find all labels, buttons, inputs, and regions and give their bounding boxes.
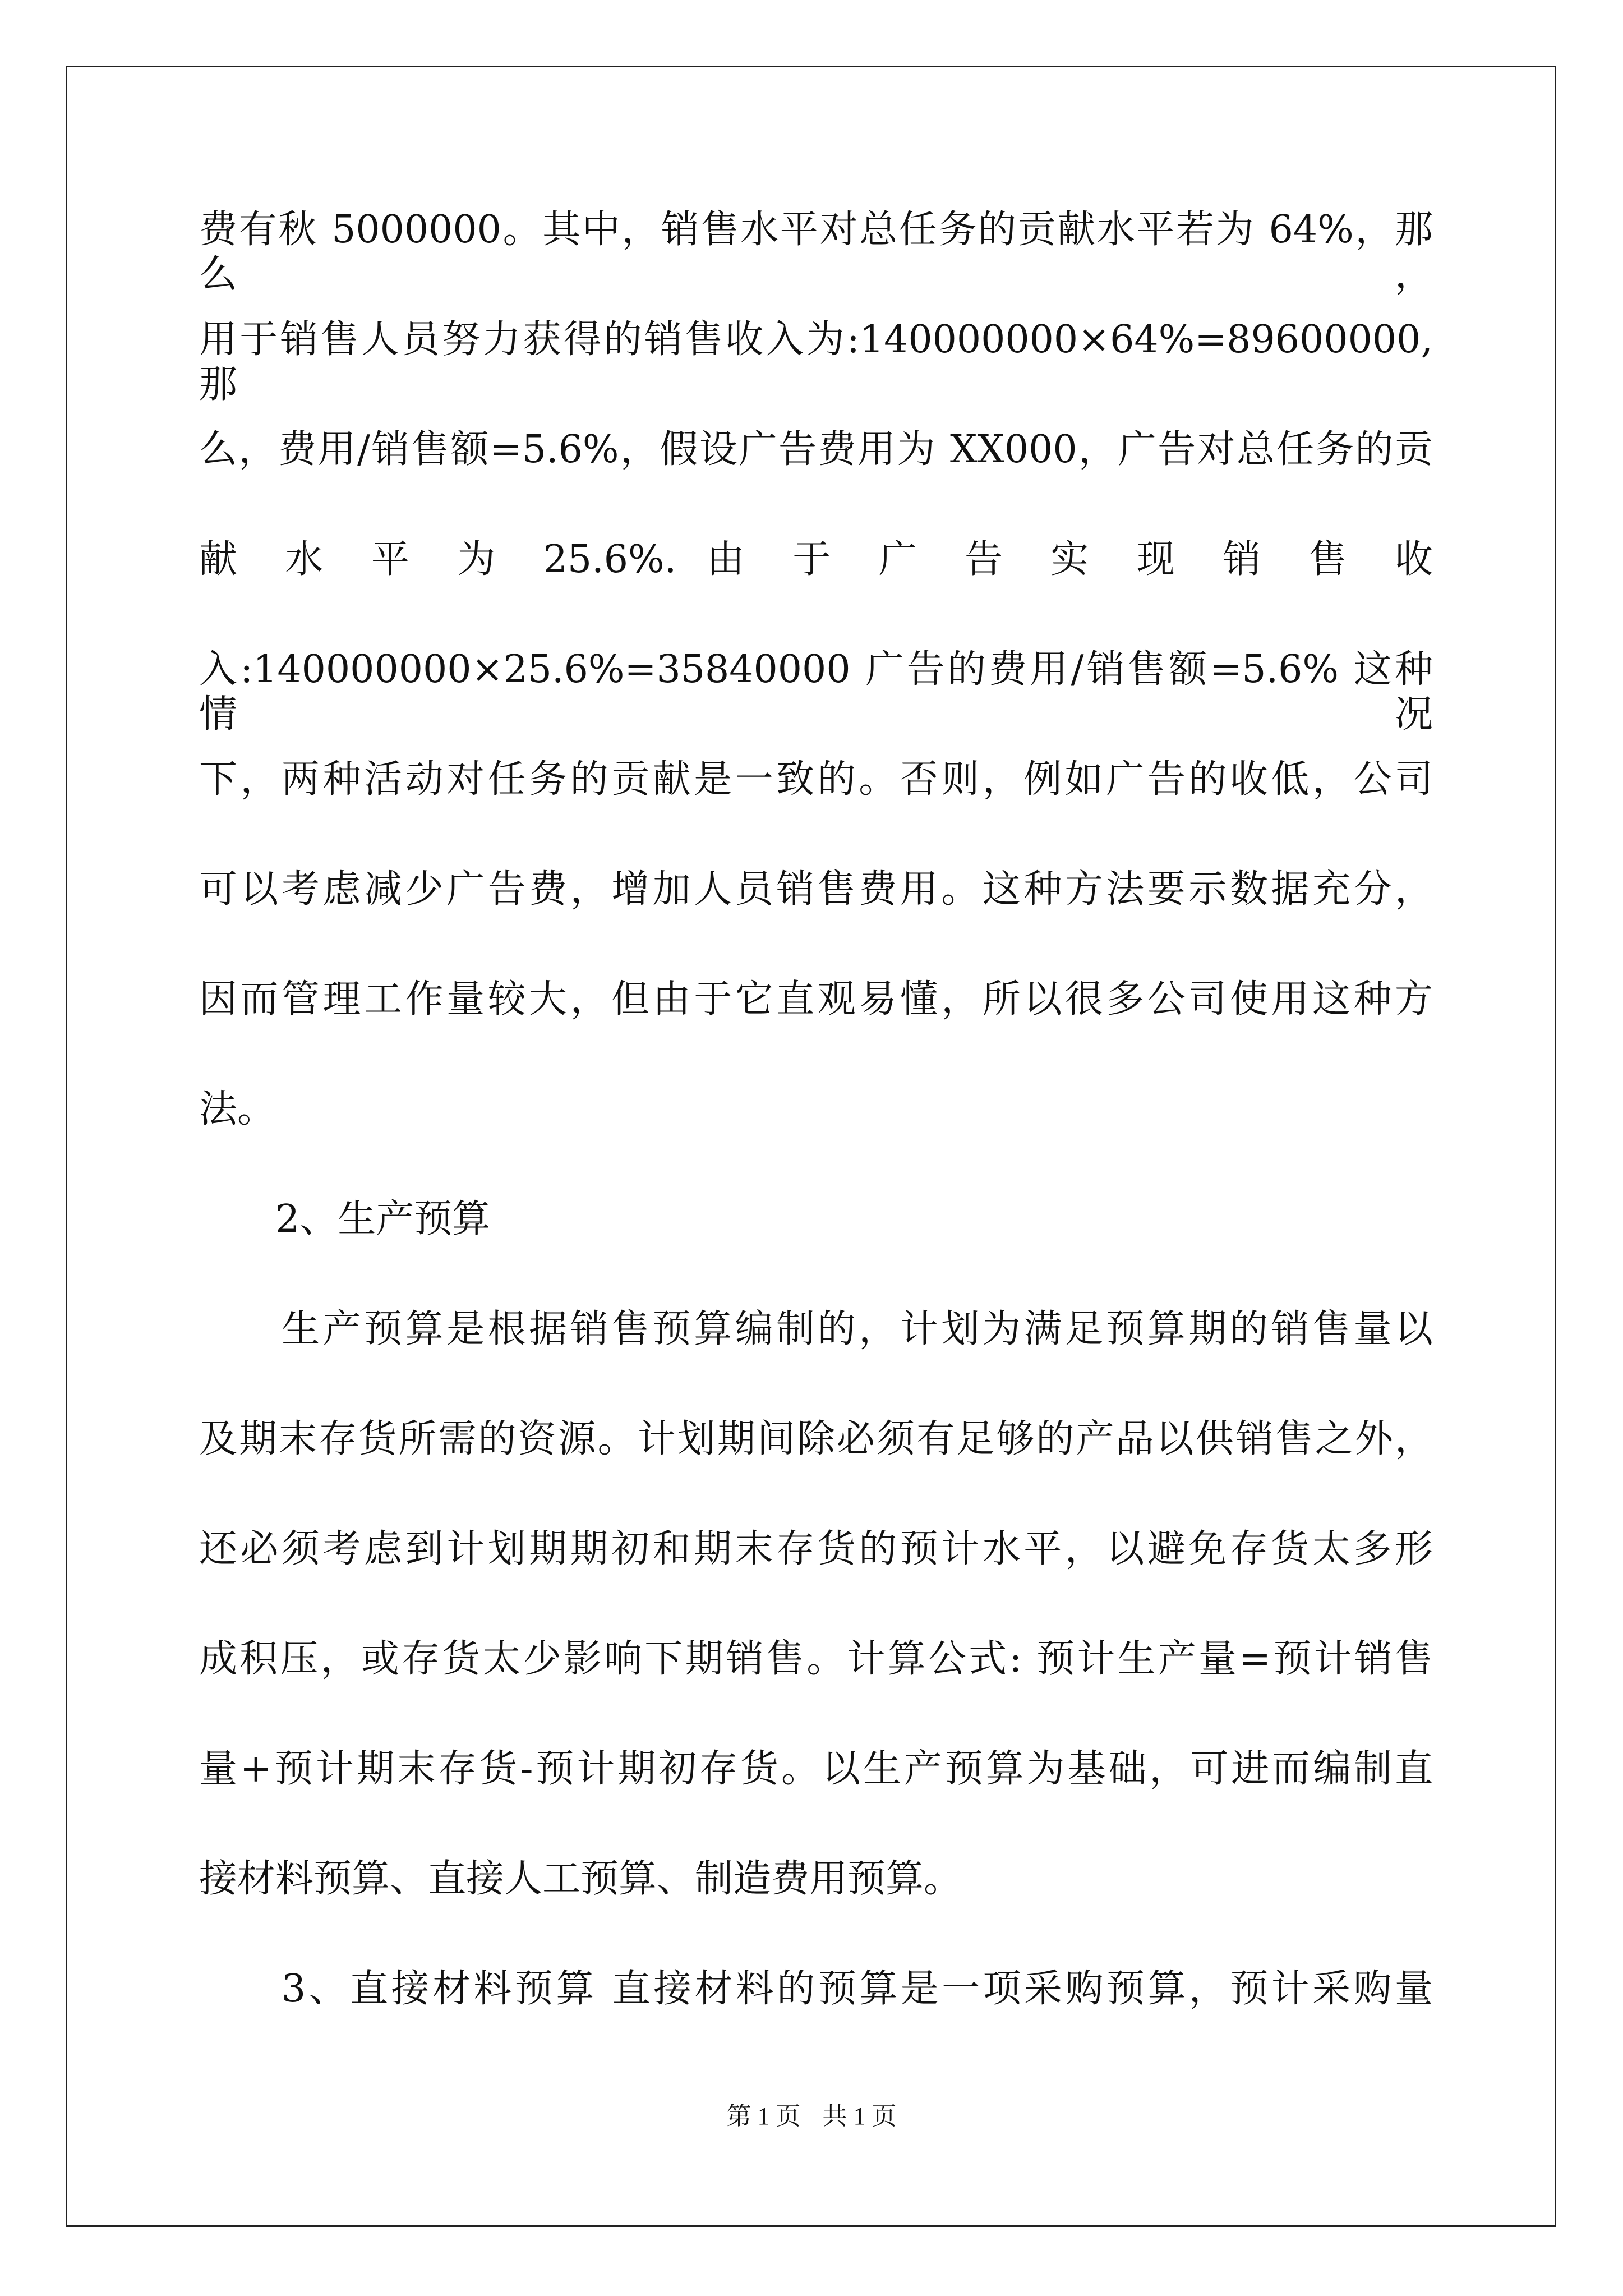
text-line-4: 献 水 平 为 25.6%. 由 于 广 告 实 现 销 售 收 — [199, 537, 1433, 582]
text-line-13: 还必须考虑到计划期期初和期末存货的预计水平，以避免存货太多形 — [199, 1527, 1433, 1571]
text-line-16: 接材料预算、直接人工预算、制造费用预算。 — [199, 1857, 962, 1901]
page-number-total: 共 1 页 — [822, 2102, 897, 2130]
section-heading-production-budget: 2、生产预算 — [199, 1197, 491, 1241]
text-line-6: 下，两种活动对任务的贡献是一致的。否则，例如广告的收低，公司 — [199, 757, 1433, 802]
page-number-current: 第 1 页 — [726, 2102, 801, 2130]
text-line-1: 费有秋 5000000。其中，销售水平对总任务的贡献水平若为 64%，那么， — [199, 208, 1433, 297]
text-line-5: 入:140000000×25.6%=35840000 广告的费用/销售额=5.6% 这种情况 — [199, 647, 1433, 737]
text-line-7: 可以考虑减少广告费，增加人员销售费用。这种方法要示数据充分， — [199, 867, 1433, 912]
text-line-17: 3、直接材料预算 直接材料的预算是一项采购预算，预计采购量 — [199, 1967, 1433, 2011]
text-line-2: 用于销售人员努力获得的销售收入为:140000000×64%=89600000,那 — [199, 318, 1433, 407]
page-border — [66, 66, 1556, 2227]
text-line-3: 么，费用/销售额=5.6%，假设广告费用为 XX000，广告对总任务的贡 — [199, 427, 1433, 472]
text-line-8: 因而管理工作量较大，但由于它直观易懂，所以很多公司使用这种方 — [199, 977, 1433, 1022]
text-line-12: 及期末存货所需的资源。计划期间除必须有足够的产品以供销售之外， — [199, 1417, 1433, 1461]
text-line-15: 量+预计期末存货-预计期初存货。以生产预算为基础，可进而编制直 — [199, 1747, 1433, 1791]
page-footer — [0, 2101, 1623, 2132]
text-line-14: 成积压，或存货太少影响下期销售。计算公式: 预计生产量=预计销售 — [199, 1637, 1433, 1681]
text-line-11: 生产预算是根据销售预算编制的，计划为满足预算期的销售量以 — [199, 1307, 1433, 1351]
text-line-9: 法。 — [199, 1087, 276, 1131]
